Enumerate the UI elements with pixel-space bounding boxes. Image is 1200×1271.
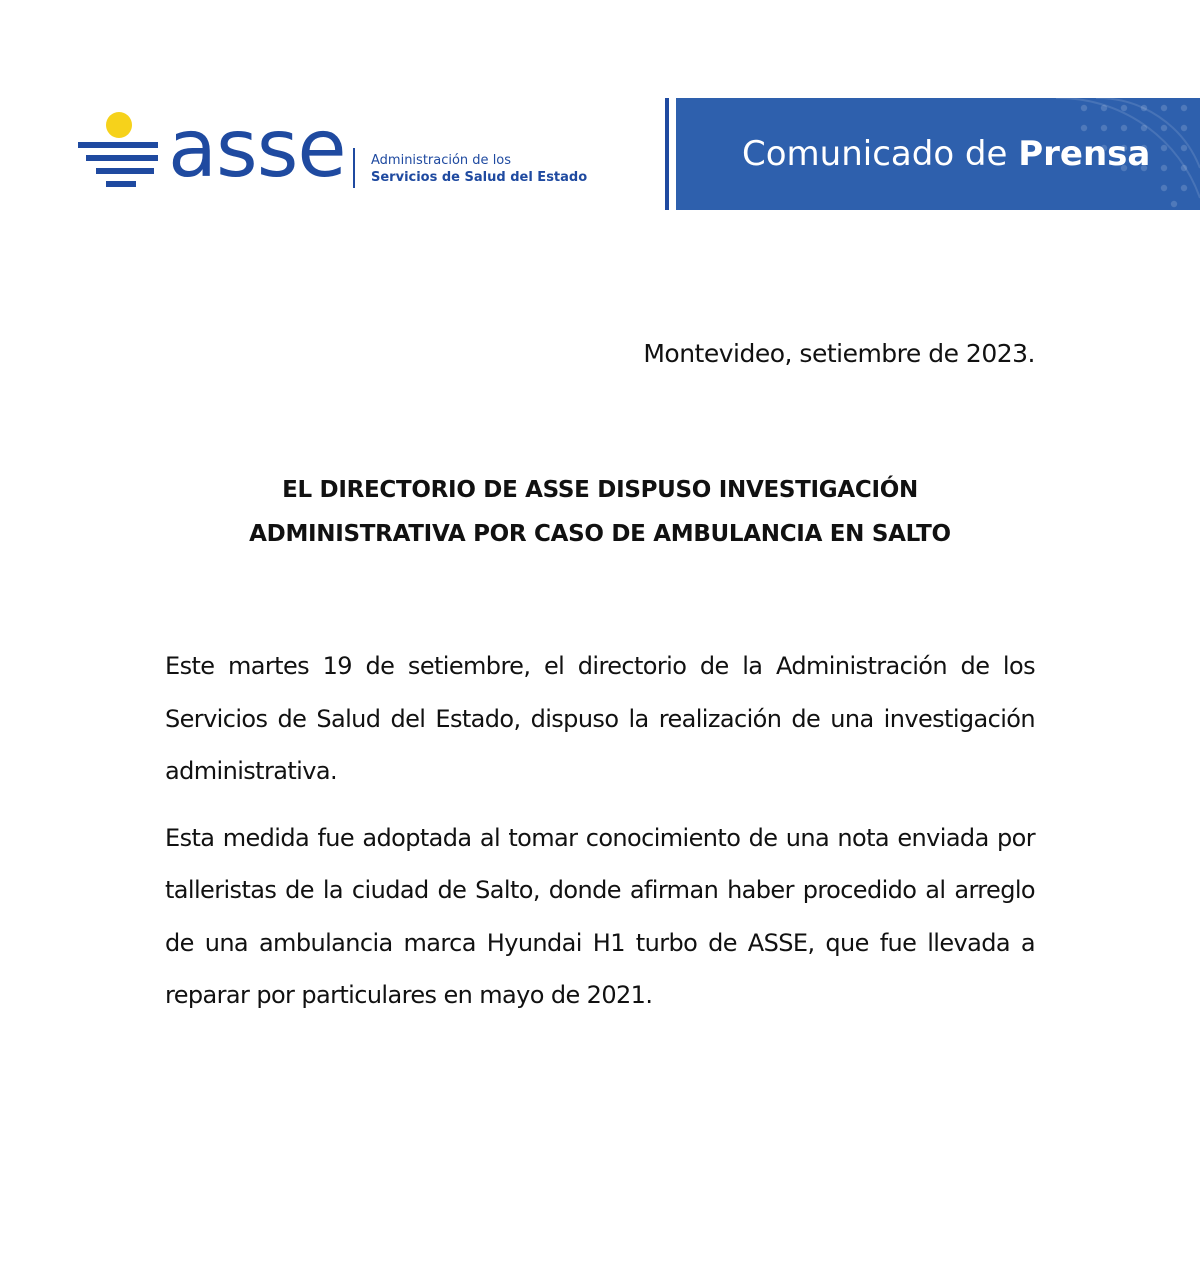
document-date: Montevideo, setiembre de 2023. xyxy=(643,339,1035,368)
banner-accent-line xyxy=(665,98,669,210)
logo-subtitle-line2: Servicios de Salud del Estado xyxy=(371,170,588,185)
document-headline xyxy=(150,468,1050,556)
headline-line-1: EL DIRECTORIO DE ASSE DISPUSO INVESTIGACIÓN xyxy=(282,477,918,503)
body-paragraph-2: Esta medida fue adoptada al tomar conocimiento de una nota enviada por talleristas de la ciudad de Salto, donde afirman haber procedido al arreglo de una ambulancia marca Hyundai H1 turbo de ASSE, que fue llevada a reparar por particulares en mayo de 2021. xyxy=(165,823,1035,1009)
document-body xyxy=(165,640,1035,1036)
headline-line-2: ADMINISTRATIVA POR CASO DE AMBULANCIA EN SALTO xyxy=(249,521,951,547)
logo-wordmark: asse xyxy=(168,102,346,195)
logo-subtitle-line1: Administración de los xyxy=(371,153,512,168)
press-release-banner xyxy=(676,98,1200,210)
letterhead xyxy=(0,0,1200,260)
banner-title xyxy=(742,132,1150,176)
banner-title-regular: Comunicado de xyxy=(742,134,1019,174)
asse-logo-icon xyxy=(78,108,164,198)
logo-subtitle xyxy=(371,152,587,186)
banner-title-bold: Prensa xyxy=(1018,134,1151,174)
body-paragraph-1: Este martes 19 de setiembre, el directorio de la Administración de los Servicios de Salud del Estado, dispuso la realización de una investigación administrativa. xyxy=(165,652,1035,785)
logo-divider xyxy=(353,148,355,188)
